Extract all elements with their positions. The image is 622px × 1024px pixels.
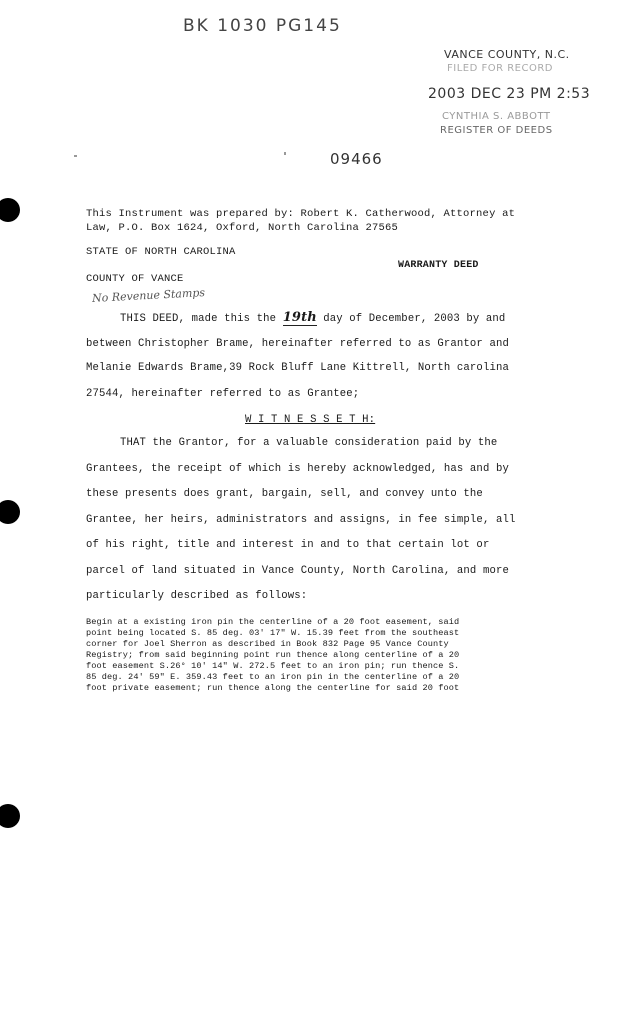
book-page-stamp: BK 1030 PG145 <box>183 16 342 36</box>
intro-line-3: Melanie Edwards Brame,39 Rock Bluff Lane Kittrell, North carolina <box>86 362 509 374</box>
grant-line: these presents does grant, bargain, sell, and convey unto the <box>86 488 483 500</box>
state-heading: STATE OF NORTH CAROLINA <box>86 246 236 258</box>
punch-hole <box>0 198 20 222</box>
county-stamp: VANCE COUNTY, N.C. <box>444 48 570 61</box>
description-line: 85 deg. 24' 59" E. 359.43 feet to an iron pin in the centerline of a 20 <box>86 672 460 682</box>
handwritten-note: No Revenue Stamps <box>91 286 206 305</box>
description-line: point being located S. 85 deg. 03' 17" W. 15.39 feet from the southeast <box>86 628 460 638</box>
preparer-line-1: This Instrument was prepared by: Robert K. Catherwood, Attorney at <box>86 208 516 220</box>
stray-mark <box>74 155 77 157</box>
description-line: Begin at a existing iron pin the centerline of a 20 foot easement, said <box>86 617 460 627</box>
grant-line: THAT the Grantor, for a valuable consideration paid by the <box>120 437 498 449</box>
register-name-stamp: CYNTHIA S. ABBOTT <box>442 111 551 122</box>
grant-line: parcel of land situated in Vance County, North Carolina, and more <box>86 565 509 577</box>
document-title: WARRANTY DEED <box>398 260 479 271</box>
preparer-line-2: Law, P.O. Box 1624, Oxford, North Carolina 27565 <box>86 222 399 234</box>
witnesseth-heading: W I T N E S S E T H: <box>245 414 376 426</box>
stray-mark <box>284 152 286 155</box>
intro-line-4: 27544, hereinafter referred to as Grantee; <box>86 388 360 400</box>
description-line: foot private easement; run thence along the centerline for said 20 foot <box>86 683 460 693</box>
description-line: Registry; from said beginning point run thence along centerline of a 20 <box>86 650 460 660</box>
instrument-number: 09466 <box>330 150 383 168</box>
intro-prefix: THIS DEED, made this the <box>120 313 277 325</box>
description-line: foot easement S.26° 10' 14" W. 272.5 feet to an iron pin; run thence S. <box>86 661 460 671</box>
deed-day: 19th <box>282 310 317 325</box>
grant-line: Grantees, the receipt of which is hereby acknowledged, has and by <box>86 463 509 475</box>
grant-line: of his right, title and interest in and to that certain lot or <box>86 539 490 551</box>
register-title-stamp: REGISTER OF DEEDS <box>440 125 553 136</box>
grant-line: Grantee, her heirs, administrators and assigns, in fee simple, all <box>86 514 516 526</box>
intro-suffix: day of December, 2003 by and <box>323 313 506 325</box>
punch-hole <box>0 804 20 828</box>
intro-line-1 <box>120 310 505 326</box>
description-line: corner for Joel Sherron as described in Book 832 Page 95 Vance County <box>86 639 449 649</box>
date-stamp: 2003 DEC 23 PM 2:53 <box>428 86 591 102</box>
punch-hole <box>0 500 20 524</box>
intro-line-2: between Christopher Brame, hereinafter referred to as Grantor and <box>86 338 509 350</box>
grant-line: particularly described as follows: <box>86 590 308 602</box>
county-heading: COUNTY OF VANCE <box>86 273 184 285</box>
filed-stamp: FILED FOR RECORD <box>447 63 553 74</box>
